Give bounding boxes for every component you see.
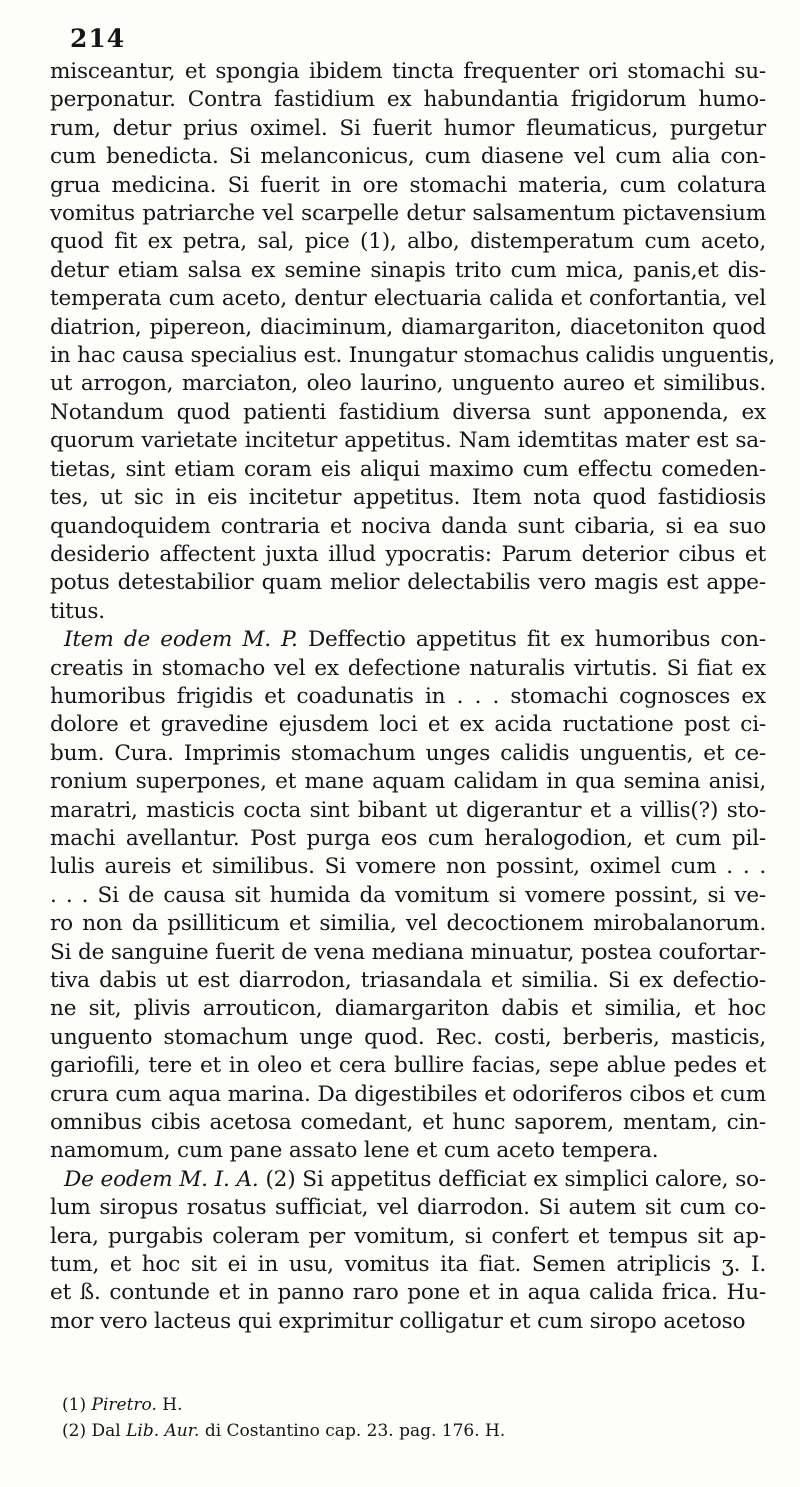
- footnotes: [62, 1392, 766, 1444]
- text-line: [50, 1166, 766, 1194]
- text-line-content: ro non da psilliticum et similia, vel decoctionem mirobalanorum.: [50, 911, 766, 937]
- text-line: [50, 228, 766, 256]
- text-line: [50, 995, 766, 1023]
- text-line-content: desiderio affectent juxta illud ypocratis: Parum deterior cibus et: [50, 541, 766, 567]
- text-line-content: perponatur. Contra fastidium ex habundantia frigidorum humo-: [50, 87, 766, 113]
- text-line: [50, 58, 766, 86]
- text-line-content: ne sit, plivis arrouticon, diamargariton dabis et similia, et hoc: [50, 996, 766, 1022]
- text-line: [50, 1308, 766, 1336]
- text-line-content: cum benedicta. Si melanconicus, cum diasene vel cum alia con-: [50, 144, 766, 170]
- text-line-content: detur etiam salsa ex semine sinapis trito cum mica, panis,et dis-: [50, 257, 766, 283]
- text-line: [50, 541, 766, 569]
- text-line-content: tiva dabis ut est diarrodon, triasandala et similia. Si ex defectio-: [50, 968, 766, 993]
- text-line: [50, 655, 766, 683]
- text-line-content: lulis aureis et similibus. Si vomere non possint, oximel cum . . .: [50, 854, 766, 880]
- text-line-content: vomitus patriarche vel scarpelle detur salsamentum pictavensium: [50, 201, 766, 227]
- text-line: [50, 513, 766, 541]
- text-line: [50, 1137, 766, 1165]
- text-line-content: Si de sanguine fuerit de vena mediana minuatur, postea coufortar-: [50, 939, 767, 965]
- text-line: [50, 456, 766, 484]
- text-line: [50, 399, 766, 427]
- text-line: [50, 257, 766, 285]
- footnote-1: (1) Piretro. H.: [62, 1395, 183, 1415]
- text-line-content: ut arrogon, marciaton, oleo laurino, unguento aureo et similibus.: [50, 371, 766, 397]
- text-line-content: tietas, sint etiam coram eis aliqui maximo cum effectu comeden-: [50, 456, 766, 482]
- text-line-content: diatrion, pipereon, diaciminum, diamargariton, diacetoniton quod: [50, 314, 766, 340]
- text-line: [50, 427, 766, 455]
- text-line: [50, 1052, 766, 1080]
- text-line-content: unguento stomachum unge quod. Rec. costi, berberis, masticis,: [50, 1024, 766, 1050]
- text-line-content: Deffectio appetitus fit ex humoribus con-: [307, 627, 766, 653]
- text-line: [50, 200, 766, 228]
- text-line-content: (2) Si appetitus defficiat ex simplici calore, so-: [265, 1166, 766, 1192]
- section-heading: De eodem M. I. A.: [64, 1166, 259, 1192]
- text-line-content: tes, ut sic in eis incitetur appetitus. Item nota quod fastidiosis: [50, 485, 766, 511]
- text-line: [50, 1223, 766, 1251]
- text-line: [50, 683, 766, 711]
- text-line-content: quorum varietate incitetur appetitus. Nam idemtitas mater est sa-: [50, 428, 766, 454]
- text-line: [50, 342, 776, 370]
- text-line-content: quod fit ex petra, sal, pice (1), albo, distemperatum cum aceto,: [50, 229, 766, 255]
- text-line-content: rum, detur prius oximel. Si fuerit humor fleumaticus, purgetur: [50, 115, 766, 141]
- text-line-content: grua medicina. Si fuerit in ore stomachi materia, cum colatura: [50, 172, 766, 198]
- text-line: [50, 1109, 766, 1137]
- text-line: [50, 143, 766, 171]
- text-line-content: et ß. contunde et in panno raro pone et in aqua calida frica. Hu-: [50, 1280, 766, 1306]
- text-line: [50, 740, 766, 768]
- text-line-content: machi avellantur. Post purga eos cum heralogodion, et cum pil-: [50, 825, 766, 851]
- text-line: [50, 882, 766, 910]
- page-number: 214: [70, 24, 126, 53]
- text-line-content: lera, purgabis coleram per vomitum, si confert et tempus sit ap-: [50, 1223, 766, 1249]
- text-line: [50, 825, 766, 853]
- text-line-content: temperata cum aceto, dentur electuaria calida et confortantia, vel: [50, 286, 766, 312]
- text-line-content: tum, et hoc sit ei in usu, vomitus ita fiat. Semen atriplicis ʒ. I.: [50, 1252, 766, 1278]
- text-line-content: Notandum quod patienti fastidium diversa sunt apponenda, ex: [50, 399, 766, 425]
- text-line-content: mor vero lacteus qui exprimitur colligatur et cum siropo acetoso: [50, 1308, 746, 1334]
- text-line: [50, 853, 766, 881]
- text-line-content: in hac causa specialius est. Inungatur stomachus calidis unguentis,: [50, 343, 776, 369]
- text-line: [50, 939, 766, 967]
- text-line-content: titus.: [50, 598, 105, 624]
- text-line: [50, 285, 766, 313]
- text-line: [50, 172, 766, 200]
- text-line-content: gariofili, tere et in oleo et cera bullire facias, sepe ablue pedes et: [50, 1053, 766, 1079]
- footnote-2: (2) Dal Lib. Aur. di Costantino cap. 23. pag. 176. H.: [62, 1421, 506, 1441]
- text-line-content: ronium superpones, et mane aquam calidam in qua semina anisi,: [50, 769, 766, 795]
- body-text: [50, 58, 776, 1336]
- text-line: [50, 484, 766, 512]
- text-line: [50, 1194, 766, 1222]
- text-line: [50, 910, 766, 938]
- text-line: [50, 711, 766, 739]
- text-line: [50, 370, 766, 398]
- text-line-content: crura cum aqua marina. Da digestibiles et odoriferos cibos et cum: [50, 1081, 766, 1107]
- text-line-content: . . . Si de causa sit humida da vomitum si vomere possint, si ve-: [50, 882, 766, 908]
- text-line: [50, 1279, 766, 1307]
- text-line-content: bum. Cura. Imprimis stomachum unges calidis unguentis, et ce-: [50, 740, 766, 766]
- text-line: [50, 86, 766, 114]
- text-line-content: quandoquidem contraria et nociva danda sunt cibaria, si ea suo: [50, 513, 766, 539]
- text-line-content: namomum, cum pane assato lene et cum aceto tempera.: [50, 1138, 659, 1164]
- text-line: [50, 1251, 766, 1279]
- text-line: [50, 1024, 766, 1052]
- text-line-content: potus detestabilior quam melior delectabilis vero magis est appe-: [50, 570, 766, 596]
- text-line: [50, 967, 766, 995]
- text-line-content: lum siropus rosatus sufficiat, vel diarrodon. Si autem sit cum co-: [50, 1195, 766, 1221]
- text-line-content: misceantur, et spongia ibidem tincta frequenter ori stomachi su-: [50, 59, 766, 84]
- text-line: [50, 626, 766, 654]
- text-line: [50, 569, 766, 597]
- text-line: [50, 768, 766, 796]
- text-line: [50, 598, 766, 626]
- text-line: [50, 1081, 766, 1109]
- text-line: [50, 314, 766, 342]
- text-line-content: creatis in stomacho vel ex defectione naturalis virtutis. Si fiat ex: [50, 655, 766, 681]
- text-line-content: maratri, masticis cocta sint bibant ut digerantur et a villis(?) sto-: [50, 797, 766, 823]
- text-line-content: dolore et gravedine ejusdem loci et ex acida ructatione post ci-: [50, 712, 766, 738]
- text-line: [50, 115, 766, 143]
- section-heading: Item de eodem M. P.: [64, 627, 298, 653]
- text-line-content: humoribus frigidis et coadunatis in . . . stomachi cognosces ex: [50, 683, 766, 709]
- text-line-content: omnibus cibis acetosa comedant, et hunc saporem, mentam, cin-: [50, 1110, 766, 1136]
- text-line: [50, 797, 766, 825]
